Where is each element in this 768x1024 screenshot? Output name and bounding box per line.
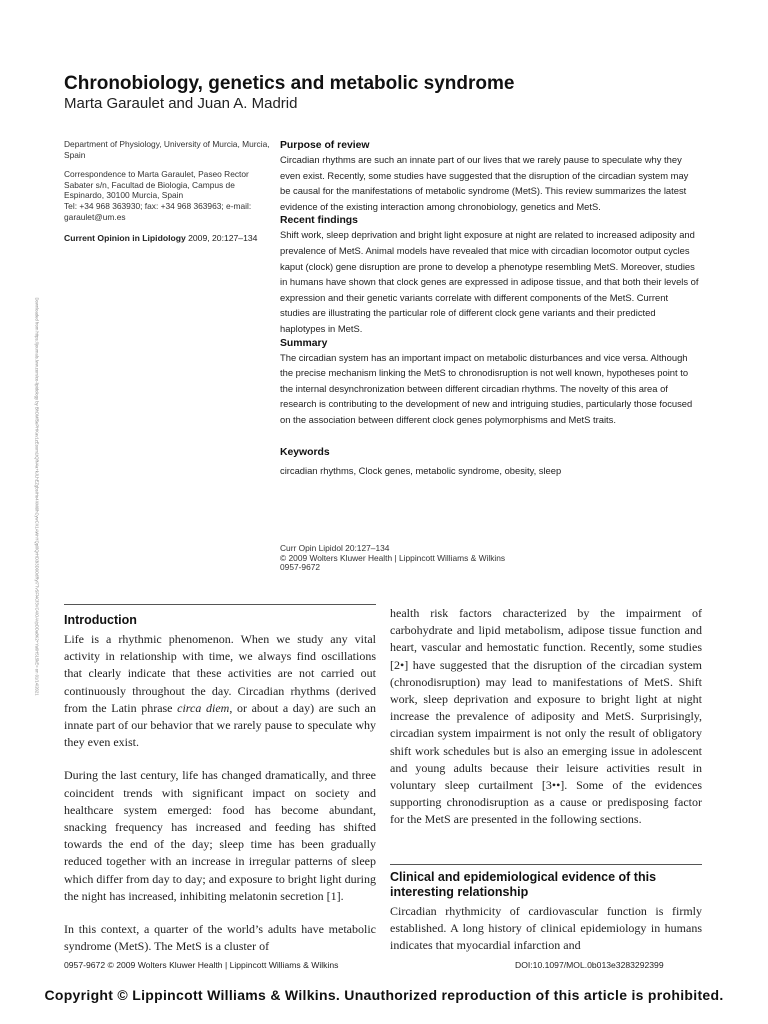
download-watermark-text: Downloaded from https://journals.lww.com/co-lipidology by BhDMf5ePHKav1zEoum1tQfN4a+kJLhEZgbsIHo4XMi0hCywCX1AWnYQp/IlQrHD3i3D0OdRyi7TvSFl4Cf3VC4/OAVpDDa8K2+Ya6H515kE= on 01/14/2021 [34, 297, 40, 696]
footer-doi: DOI:10.1097/MOL.0b013e3283292399 [515, 960, 664, 970]
correspondence: Correspondence to Marta Garaulet, Paseo Rector Sabater s/n, Facultad de Biologia, Campus de Espinardo, 30100 Murcia, Spain [64, 169, 249, 201]
column2-paragraph-1: health risk factors characterized by the impairment of carbohydrate and lipid metabolism, adipose tissue function and heart, vascular and hemostatic function. Recently, some studies [2•] have suggested that the disruption of the circadian system (chronodisruption) may lead to manifestations of MetS. Shift work, sleep deprivation and exposure to bright light at night increase the prevalence of adiposity and MetS. Surprisingly, circadian system impairment is not only the result of obligatory shift work schedules but is also an emerging issue in adolescent and young adults because their leisure activities result in voluntary sleep curtailment [3••]. Some of the evidences supporting chronodisruption as a cause or predisposing factor for the MetS are presented in the following sections. [390, 606, 702, 827]
section-rule [390, 864, 702, 865]
findings-text: Shift work, sleep deprivation and bright light exposure at night are related to increased adiposity and prevalence of MetS. Animal models have revealed that mice with circadian locomotor output cycles kaput (clock) gene disruption are prone to develop a phenotype resembling MetS. Moreover, studies in humans have shown that clock genes are expressed in adipose tissue, and that both their levels of expression and their genetic variants correlate with different components of the MetS. Current studies are illustrating the particular role of different clock gene variants and their predicted haplotypes in MetS. [280, 229, 699, 334]
article-authors: Marta Garaulet and Juan A. Madrid [64, 95, 298, 112]
journal-name: Current Opinion in Lipidology [64, 233, 186, 243]
summary-heading: Summary [280, 337, 328, 349]
contact-info: Tel: +34 968 363930; fax: +34 968 363963; e-mail: garaulet@um.es [64, 200, 252, 222]
section-paragraph: Circadian rhythmicity of cardiovascular function is firmly established. A long history of clinical epidemiology in humans indicates that myocardial infarction and [390, 904, 702, 953]
footer-issn: 0957-9672 © 2009 Wolters Kluwer Health | Lippincott Williams & Wilkins [64, 960, 339, 970]
keywords-heading: Keywords [280, 446, 330, 458]
introduction-heading: Introduction [64, 613, 137, 627]
journal-reference [64, 233, 257, 243]
introduction-rule [64, 604, 376, 605]
column-left [64, 631, 376, 971]
journal-volume: 2009, 20:127–134 [185, 233, 258, 243]
purpose-text: Circadian rhythms are such an innate part of our lives that we rarely pause to speculate why they even exist. Recently, some studies have suggested that the disruption of the circadian system may be causal for the manifestations of metabolic syndrome (MetS). This review summarizes the latest evidence of the existing interaction among chronobiology, genetics and MetS. [280, 154, 689, 212]
download-watermark [32, 297, 42, 780]
citation-copyright: © 2009 Wolters Kluwer Health | Lippincott Williams & Wilkins [280, 552, 506, 563]
citation-issn: 0957-9672 [280, 562, 321, 572]
keywords-text: circadian rhythms, Clock genes, metabolic syndrome, obesity, sleep [280, 464, 562, 476]
findings-heading: Recent findings [280, 215, 358, 227]
article-title: Chronobiology, genetics and metabolic syndrome [64, 73, 515, 94]
intro-paragraph-3: In this context, a quarter of the world’s adults have metabolic syndrome (MetS). The MetS is a cluster of [64, 922, 376, 954]
summary-text: The circadian system has an important impact on metabolic disturbances and vice versa. Although the precise mechanism linking the MetS to chronodisruption is not well known, hypotheses point to the internal desynchronization between different circadian rhythms. The novelty of this area of research is contributing to the development of new and intriguing studies, particularly those focused on the association between different clock genes polymorphisms and MetS traits. [280, 351, 693, 425]
intro-paragraph-1: Life is a rhythmic phenomenon. When we study any vital activity in relationship with time, we always find oscillations that clearly indicate that these activities are not carried out continuously throughout the day. Circadian rhythms (derived from the Latin phrase circa diem, or about a day) are such an innate part of our behavior that we rarely pause to speculate why they even exist. [64, 632, 376, 750]
intro-paragraph-2: During the last century, life has changed dramatically, and three coincident trends with significant impact on society and healthcare system emerged: food has become abundant, snacking frequency has increased and feeding has shifted towards the end of the day; sleep time has been gradually reduced together with an increase in irregular patterns of sleep which differ from day to day; and exposure to bright light during the night has increased, inhibiting melatonin secretion [1]. [64, 768, 376, 903]
affiliation-block [64, 139, 274, 231]
column-right [390, 605, 702, 845]
section-heading: Clinical and epidemiological evidence of this interesting relationship [390, 870, 657, 899]
citation-block [280, 544, 505, 573]
purpose-heading: Purpose of review [280, 140, 370, 151]
copyright-notice: Copyright © Lippincott Williams & Wilkins. Unauthorized reproduction of this article is prohibited. [44, 987, 724, 1003]
citation-line: Curr Opin Lipidol 20:127–134 [280, 543, 390, 553]
latin-phrase: circa diem [177, 700, 230, 715]
department: Department of Physiology, University of Murcia, Murcia, Spain [64, 139, 270, 160]
abstract [280, 139, 700, 478]
